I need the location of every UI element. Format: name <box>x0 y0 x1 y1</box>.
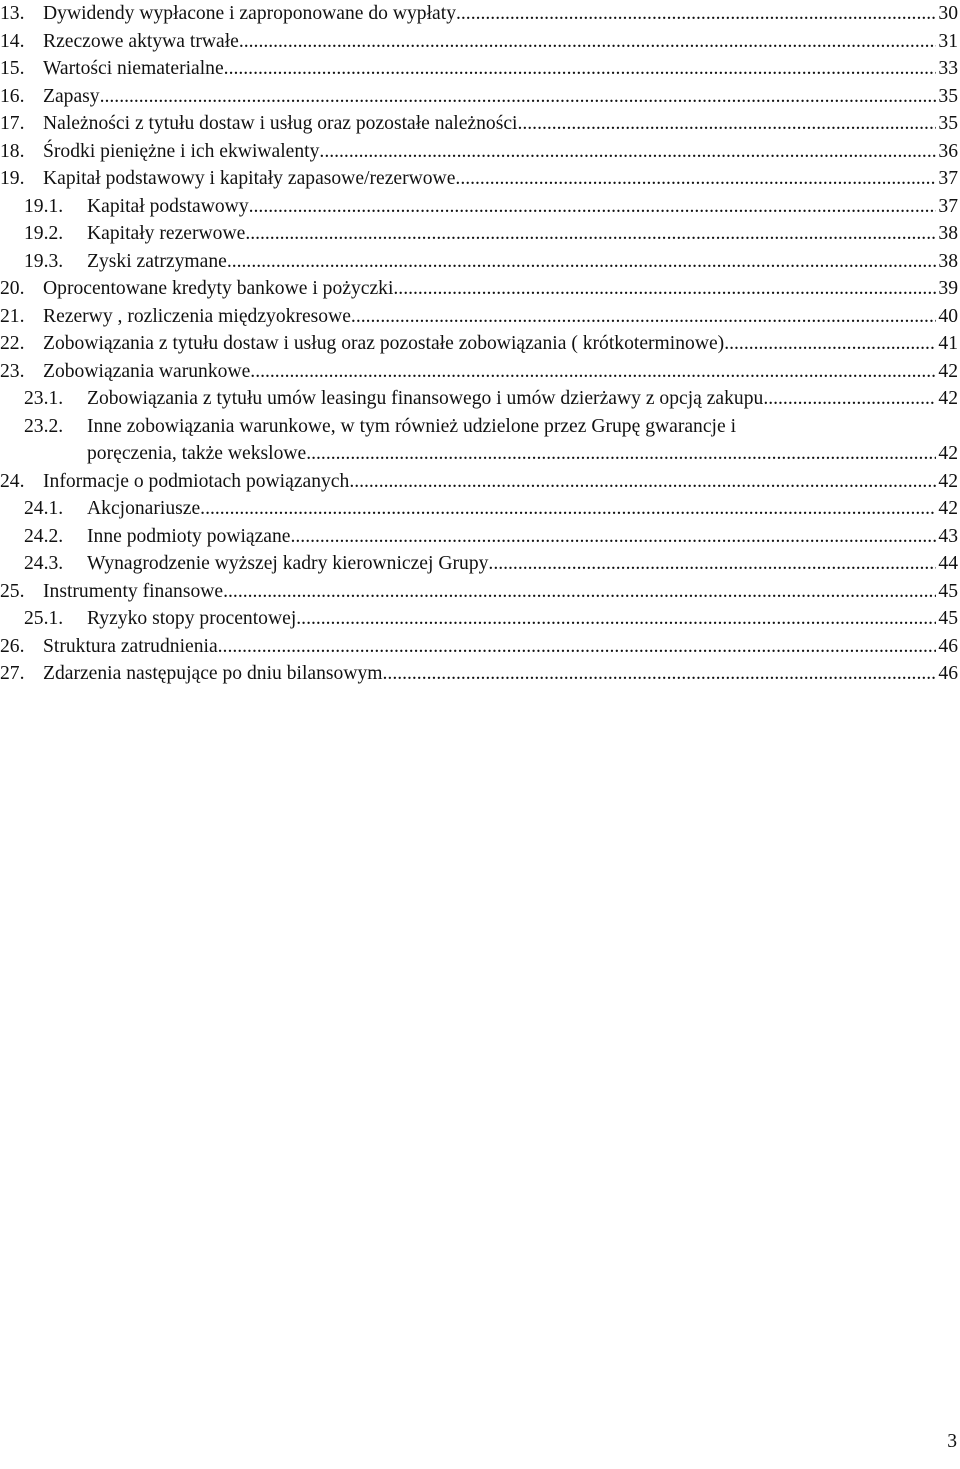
dot-leader <box>218 633 937 660</box>
dot-leader <box>200 495 936 522</box>
toc-entry[interactable] <box>0 385 958 412</box>
toc-entry-title-continuation: poręczenia, także wekslowe <box>87 440 306 467</box>
toc-entry-page: 33 <box>936 55 958 82</box>
dot-leader <box>224 55 937 82</box>
toc-entry-page: 30 <box>936 0 958 27</box>
toc-entry-title: Inne zobowiązania warunkowe, w tym również udzielone przez Grupę gwarancje i <box>87 415 737 437</box>
toc-entry[interactable] <box>0 55 958 82</box>
toc-entry-title: Zdarzenia następujące po dniu bilansowym <box>43 660 383 687</box>
toc-entry-title: Zapasy <box>43 83 100 110</box>
toc-entry-title: Oprocentowane kredyty bankowe i pożyczki <box>43 275 393 302</box>
toc-entry-number: 23.2. <box>24 415 64 437</box>
toc-entry-title: Instrumenty finansowe <box>43 578 223 605</box>
toc-entry-page: 43 <box>936 523 958 550</box>
dot-leader <box>250 358 936 385</box>
toc-entry-title: Należności z tytułu dostaw i usług oraz pozostałe należności <box>43 110 517 137</box>
toc-entry[interactable] <box>0 660 958 687</box>
toc-entry-page: 38 <box>936 220 958 247</box>
dot-leader <box>319 138 936 165</box>
toc-entry-number: 17. <box>0 113 25 134</box>
dot-leader <box>291 523 937 550</box>
dot-leader <box>239 28 937 55</box>
toc-entry-title: Akcjonariusze <box>87 495 200 522</box>
toc-entry[interactable] <box>0 358 958 385</box>
toc-entry-number: 24.1. <box>24 498 64 519</box>
toc-entry-number: 13. <box>0 3 25 24</box>
dot-leader <box>296 605 936 632</box>
dot-leader <box>488 550 936 577</box>
toc-entry-title: Rzeczowe aktywa trwałe <box>43 28 239 55</box>
toc-entry-title: Dywidendy wypłacone i zaproponowane do wypłaty <box>43 0 456 27</box>
toc-entry-number: 25.1. <box>24 608 64 629</box>
toc-entry[interactable] <box>0 578 958 605</box>
dot-leader <box>517 110 936 137</box>
toc-entry[interactable] <box>0 83 958 110</box>
toc-entry[interactable] <box>0 303 958 330</box>
dot-leader <box>227 248 937 275</box>
toc-entry-page: 42 <box>936 495 958 522</box>
toc-entry[interactable] <box>0 275 958 302</box>
toc-entry-number: 26. <box>0 635 25 657</box>
toc-entry-number: 25. <box>0 580 25 602</box>
toc-entry-number: 14. <box>0 30 25 52</box>
dot-leader <box>100 83 937 110</box>
dot-leader <box>455 165 936 192</box>
toc-entry-number: 15. <box>0 58 25 79</box>
toc-entry[interactable] <box>0 523 958 550</box>
dot-leader <box>223 578 936 605</box>
toc-entry-page: 38 <box>936 248 958 275</box>
toc-entry-page: 35 <box>936 83 958 110</box>
toc-entry-page: 45 <box>936 578 958 605</box>
toc-entry[interactable] <box>0 413 958 440</box>
toc-entry-page: 40 <box>936 303 958 330</box>
dot-leader <box>456 0 936 27</box>
dot-leader <box>393 275 936 302</box>
toc-entry-number: 22. <box>0 333 25 354</box>
toc-entry-number: 19.1. <box>24 195 64 217</box>
toc-entry-number: 23. <box>0 360 25 382</box>
toc-entry-page: 37 <box>936 165 958 192</box>
toc-entry-title: Wynagrodzenie wyższej kadry kierowniczej Grupy <box>87 550 488 577</box>
dot-leader <box>249 193 937 220</box>
toc-entry-page: 42 <box>936 468 958 495</box>
toc-entry[interactable] <box>0 28 958 55</box>
toc-entry-title: Rezerwy , rozliczenia międzyokresowe <box>43 303 351 330</box>
toc-entry-number: 23.1. <box>24 388 64 409</box>
toc-entry-title: Zobowiązania z tytułu umów leasingu finansowego i umów dzierżawy z opcją zakupu <box>87 385 763 412</box>
dot-leader <box>724 330 936 357</box>
toc-entry-page: 42 <box>936 440 958 467</box>
toc-entry[interactable] <box>0 248 958 275</box>
toc-entry-title: Zyski zatrzymane <box>87 248 227 275</box>
toc-entry-page: 46 <box>936 660 958 687</box>
toc-entry-number: 19.2. <box>24 223 64 244</box>
toc-entry-number: 24.2. <box>24 525 64 547</box>
toc-entry-number: 18. <box>0 140 25 162</box>
toc-entry[interactable] <box>0 193 958 220</box>
toc-entry-number: 21. <box>0 305 25 327</box>
toc-entry[interactable] <box>0 0 958 27</box>
toc-entry-page: 46 <box>936 633 958 660</box>
dot-leader <box>349 468 936 495</box>
toc-entry-page: 31 <box>936 28 958 55</box>
toc-entry[interactable] <box>0 110 958 137</box>
toc-entry-number: 19. <box>0 168 25 189</box>
dot-leader <box>763 385 936 412</box>
toc-entry-title: Struktura zatrudnienia <box>43 633 218 660</box>
toc-entry-number: 16. <box>0 85 25 107</box>
toc-entry-title: Środki pieniężne i ich ekwiwalenty <box>43 138 319 165</box>
toc-entry[interactable] <box>0 220 958 247</box>
toc-entry-title: Kapitał podstawowy i kapitały zapasowe/rezerwowe <box>43 165 455 192</box>
toc-entry-number: 24. <box>0 470 25 492</box>
toc-entry[interactable] <box>0 165 958 192</box>
dot-leader <box>306 440 936 467</box>
toc-entry-page: 42 <box>936 385 958 412</box>
toc-entry-page: 36 <box>936 138 958 165</box>
toc-entry-page: 35 <box>936 110 958 137</box>
dot-leader <box>383 660 937 687</box>
toc-entry-continuation[interactable] <box>0 440 958 467</box>
toc-entry-page: 41 <box>936 330 958 357</box>
toc-entry-number: 24.3. <box>24 553 64 574</box>
toc-entry[interactable] <box>0 550 958 577</box>
toc-entry[interactable] <box>0 468 958 495</box>
toc-entry-number: 19.3. <box>24 250 64 272</box>
toc-entry-page: 42 <box>936 358 958 385</box>
toc-entry-title: Zobowiązania warunkowe <box>43 358 250 385</box>
toc-entry[interactable] <box>0 495 958 522</box>
toc-entry[interactable] <box>0 330 958 357</box>
toc-entry-title: Wartości niematerialne <box>43 55 224 82</box>
toc-entry-page: 45 <box>936 605 958 632</box>
toc-entry-title: Kapitał podstawowy <box>87 193 249 220</box>
toc-entry-number: 20. <box>0 278 25 299</box>
toc-entry[interactable] <box>0 138 958 165</box>
toc-entry-page: 39 <box>936 275 958 302</box>
toc-entry-title: Zobowiązania z tytułu dostaw i usług oraz pozostałe zobowiązania ( krótkoterminowe) <box>43 330 724 357</box>
page-number: 3 <box>947 1431 957 1452</box>
toc-entry-title: Ryzyko stopy procentowej <box>87 605 296 632</box>
toc-entry[interactable] <box>0 633 958 660</box>
toc-entry-title: Informacje o podmiotach powiązanych <box>43 468 349 495</box>
dot-leader <box>351 303 936 330</box>
toc-entry-page: 44 <box>936 550 958 577</box>
toc-entry[interactable] <box>0 605 958 632</box>
toc-entry-title: Kapitały rezerwowe <box>87 220 245 247</box>
toc-entry-number: 27. <box>0 663 25 684</box>
toc-entry-title: Inne podmioty powiązane <box>87 523 291 550</box>
toc-entry-page: 37 <box>936 193 958 220</box>
dot-leader <box>245 220 936 247</box>
